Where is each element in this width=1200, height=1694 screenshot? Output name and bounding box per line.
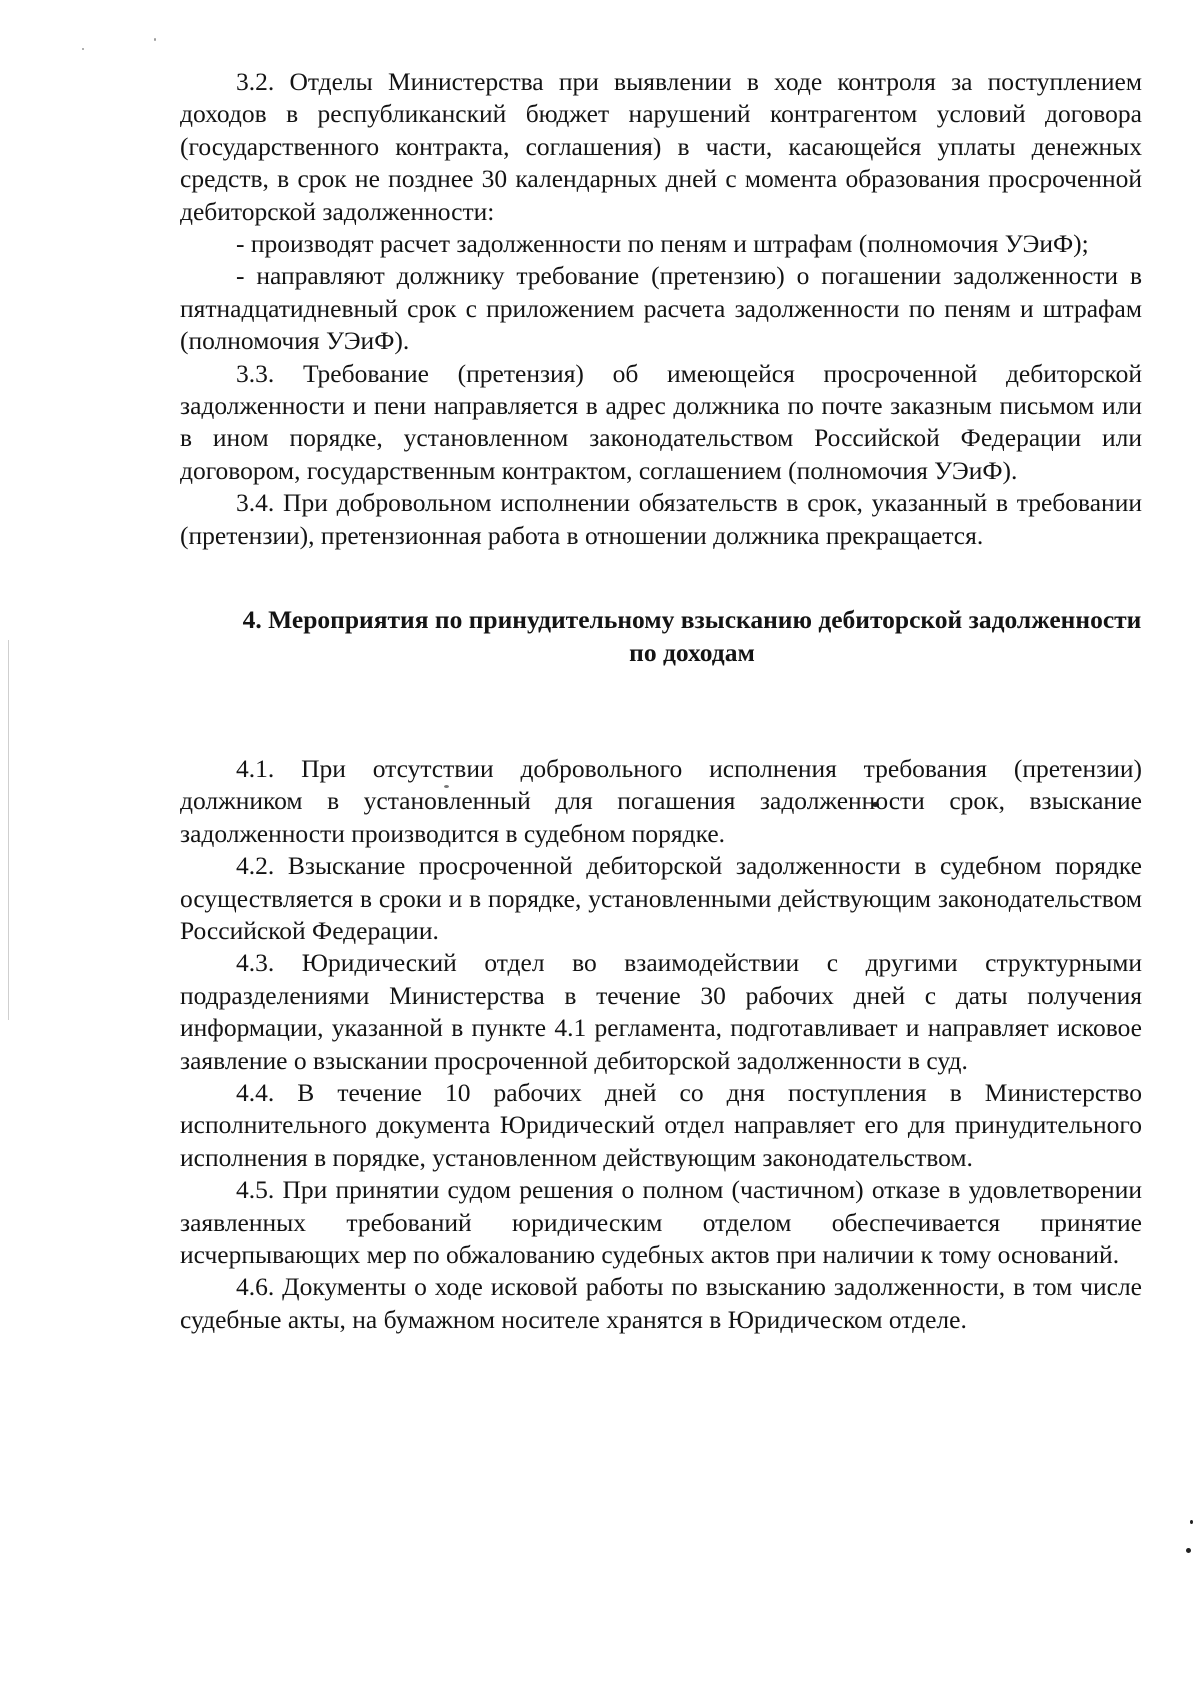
document-page [180, 66, 1142, 1336]
paragraph-4-4: 4.4. В течение 10 рабочих дней со дня поступления в Министерство исполнительного документа Юридический отдел направляет его для принудительного исполнения в порядке, установленном действующим законодательством. [180, 1077, 1142, 1172]
paragraph-4-5: 4.5. При принятии судом решения о полном (частичном) отказе в удовлетворении заявленных требований юридическим отделом обеспечивается принятие исчерпывающих мер по обжалованию судебных актов при наличии к тому оснований. [180, 1175, 1142, 1269]
paragraph-4-6: 4.6. Документы о ходе исковой работы по взысканию задолженности, в том числе судебные акты, на бумажном носителе хранятся в Юридическом отделе. [180, 1272, 1142, 1334]
paragraph-3-3: 3.3. Требование (претензия) об имеющейся просроченной дебиторской задолженности и пени направляется в адрес должника по почте заказным письмом или в ином порядке, установленном законодательством Российской Федерации или договором, государственным контрактом, соглашением (полномочия УЭиФ). [180, 358, 1142, 485]
scan-speck [1190, 1520, 1193, 1524]
scan-speck [82, 48, 84, 50]
paragraph-4-3: 4.3. Юридический отдел во взаимодействии с другими структурными подразделениями Министерства в течение 30 рабочих дней с даты получения информации, указанной в пункте 4.1 регламента, подготавливает и направляет исковое заявление о взыскании просроченной дебиторской задолженности в суд. [180, 948, 1142, 1075]
paragraph-4-1: 4.1. При отсутствии добровольного исполнения требования (претензии) должником в установленный для погашения задолженности срок, взыскание задолженности производится в судебном порядке. [180, 753, 1142, 848]
scan-speck [1186, 1548, 1191, 1553]
paragraph-4-2: 4.2. Взыскание просроченной дебиторской задолженности в судебном порядке осуществляется в сроки и в порядке, установленными действующим законодательством Российской Федерации. [180, 851, 1142, 945]
paragraph-3-2-item-2: - направляют должнику требование (претензию) о погашении задолженности в пятнадцатидневный срок с приложением расчета задолженности по пеням и штрафам (полномочия УЭиФ). [180, 261, 1142, 356]
scan-speck [154, 38, 156, 41]
section-4 [180, 753, 1142, 1336]
section-3-continued [180, 66, 1142, 552]
scan-margin-line [8, 640, 9, 1020]
paragraph-3-2: 3.2. Отделы Министерства при выявлении в ходе контроля за поступлением доходов в республиканский бюджет нарушений контрагентом условий договора (государственного контракта, соглашения) в части, касающейся уплаты денежных средств, в срок не позднее 30 календарных дней с момента образования просроченной дебиторской задолженности: [180, 67, 1142, 226]
section-4-title: 4. Мероприятия по принудительному взысканию дебиторской задолженности по доходам [242, 605, 1142, 667]
paragraph-3-2-item-1: - производят расчет задолженности по пеням и штрафам (полномочия УЭиФ); [236, 229, 1089, 259]
paragraph-3-4: 3.4. При добровольном исполнении обязательств в срок, указанный в требовании (претензии), претензионная работа в отношении должника прекращается. [180, 488, 1142, 550]
